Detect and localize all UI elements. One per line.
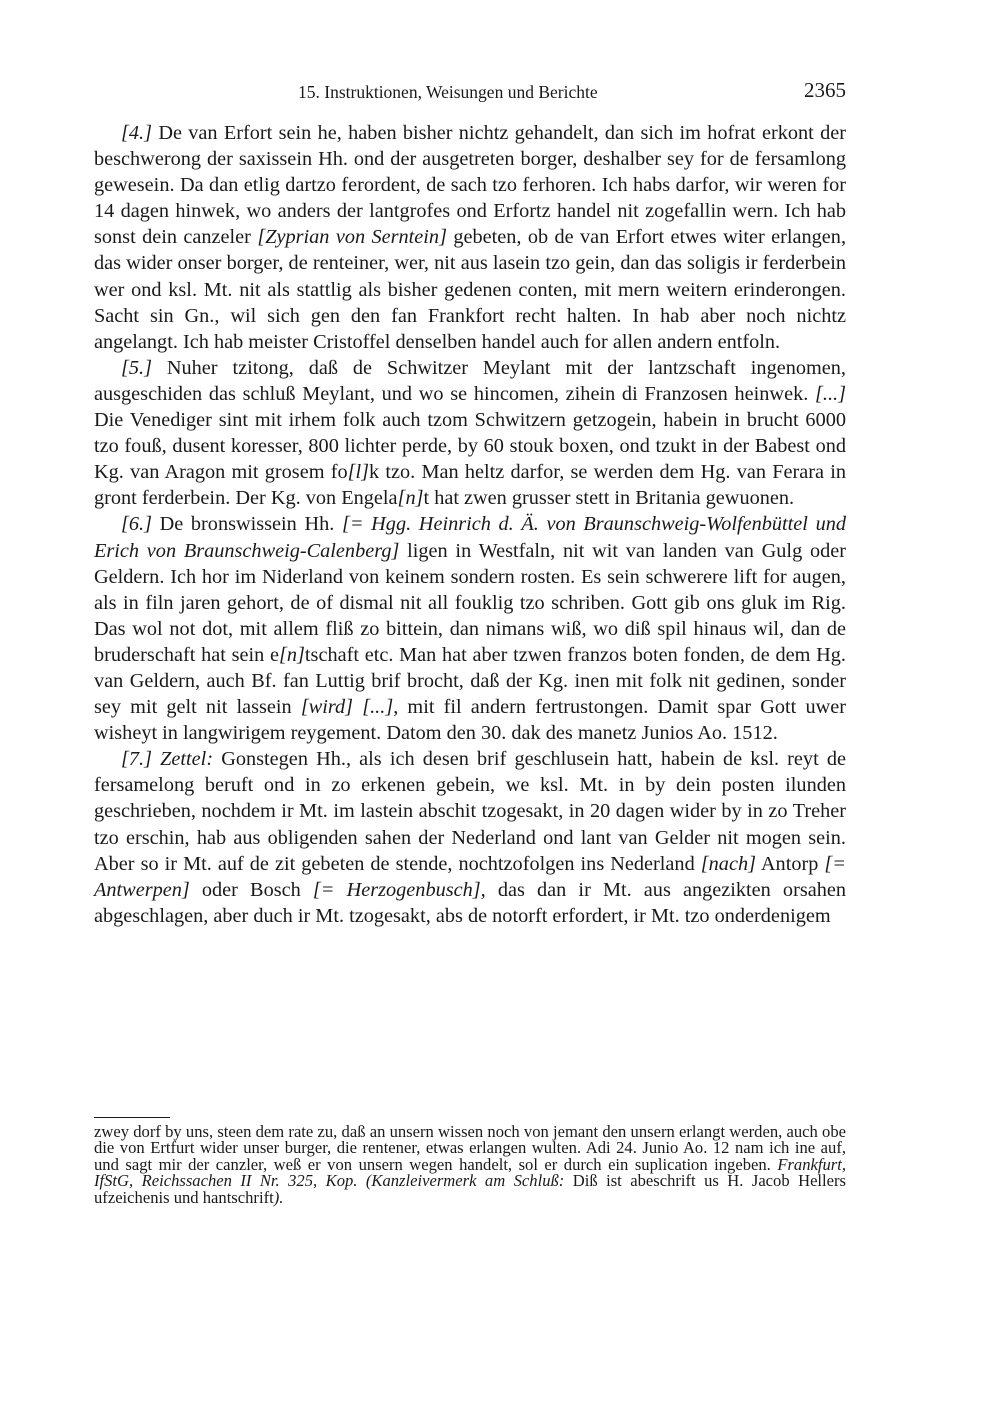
italic-run: [nach] <box>700 852 756 875</box>
text-run: t hat zwen grusser stett in Britania gewuonen. <box>423 487 795 510</box>
text-run: Diß ist abeschrift us H. Jacob Hellers ufzeichenis und hantschrift <box>94 1171 846 1207</box>
page-header <box>94 80 846 108</box>
text-run: , das dan ir Mt. aus angezikten orsahen abgeschlagen, aber duch ir Mt. tzogesakt, abs de notorft erfordert, ir Mt. tzo onderdenigem <box>94 878 847 927</box>
page-number: 2365 <box>804 78 846 102</box>
italic-run: [l] <box>347 461 370 484</box>
italic-run: [6.] <box>121 513 152 536</box>
text-run: gebeten, ob de van Erfort etwes witer erlangen, das wider onser borger, de renteiner, wer, nit aus lasein tzo gein, dan das soligis ir ferderbein wer ond ksl. Mt. nit als stattlig als bisher gedenen conten, mit mern weitern erinderongen. Sacht sin Gn., wil sich gen den fan Frankfort recht halten. In hab aber noch nichtz angelangt. Ich hab meister Cristoffel denselben handel auch for allen andern entfoln. <box>94 226 847 353</box>
italic-run: [wird] [...] <box>300 696 394 719</box>
text-run: De bronswissein Hh. <box>152 513 342 536</box>
italic-run: ). <box>273 1187 284 1207</box>
text-run: Gonstegen Hh., als ich desen brif geschlusein hatt, habein de ksl. reyt de fersamelong beruft ond in zo erkenen gebein, we ksl. Mt. in by dein posten ilunden geschrieben, nochdem ir Mt. im lastein abschit tzogesakt, in 20 dagen wider by in zo Treher tzo erschin, hab aus obligenden sahen der Nederland ond lant van Gelder nit mogen sein. Aber so ir Mt. auf de zit gebeten de stende, nochtzofolgen ins Nederland <box>94 748 846 875</box>
italic-run: [Zyprian von Serntein] <box>257 226 447 249</box>
italic-run: [n] <box>278 643 305 666</box>
italic-run: [4.] <box>121 122 152 144</box>
text-run: zwey dorf by uns, steen dem rate zu, daß an unsern wissen noch von jemant den unsern erlangt werden, auch obe die von Ertfurt wider unser burger, die rentener, etwas erlangen wulten. Adi 24. Junio Ao. 12 nam ich ine auf, und sagt mir der canzler, weß er von unsern wegen handelt, sol er durch ein suplication ingeben. <box>94 1122 846 1174</box>
text-run: k tzo. Man heltz darfor, se werden dem Hg. van Ferara in gront ferderbein. Der Kg. von Engela <box>94 461 847 510</box>
text-run: Antorp <box>755 852 825 875</box>
running-title: 15. Instruktionen, Weisungen und Berichte <box>298 82 598 102</box>
paragraph-5 <box>94 355 846 512</box>
paragraph-6 <box>94 511 846 746</box>
italic-run: Frankfurt, IfStG, Reichssachen II Nr. 325, Kop. (Kanzleivermerk am Schluß: <box>94 1154 846 1191</box>
footnote <box>94 1124 846 1206</box>
italic-run: [n] <box>397 487 424 510</box>
footnote-rule <box>94 1117 170 1118</box>
italic-run: [...] <box>815 382 846 405</box>
paragraph-7 <box>94 746 846 929</box>
italic-run: [7.] Zettel: <box>121 748 214 771</box>
text-run: De van Erfort sein he, haben bisher nichtz gehandelt, dan sich im hofrat erkont der beschwerong der saxissein Hh. ond der ausgetreten borger, deshalber sey for de fersamlong gewesein. Da dan etlig dartzo ferordent, de sach tzo ferhoren. Ich habs darfor, wir weren for 14 dagen hinwek, wo anders der lantgrofes ond Erfortz handel nit zogefallin wern. Ich hab sonst dein canzeler <box>94 122 846 249</box>
paragraph-4 <box>94 120 846 355</box>
italic-run: [5.] <box>121 356 152 379</box>
italic-run: [= Herzogenbusch] <box>312 878 481 901</box>
text-run: ligen in Westfaln, nit wit van landen van Gulg oder Geldern. Ich hor im Niderland von keinem sondern rosten. Es sein schwerere lift for augen, als in filn jaren gehort, de of dismal nit all fouklig tzo schriben. Gott gib ons gluk im Rig. Das wol not dot, mit allem fliß zo bittein, dan nimans wiß, wo diß spil hinaus wil, dan de bruderschaft hat sein e <box>94 539 846 666</box>
italic-run: [= Antwerpen] <box>94 852 846 901</box>
text-run: tschaft etc. Man hat aber tzwen franzos boten fonden, de dem Hg. van Geldern, auch Bf. fan Luttig brif brocht, daß der Kg. inen mit folk nit gedinen, sonder sey mit gelt nit lassein <box>94 643 846 719</box>
text-run: Nuher tzitong, daß de Schwitzer Meylant mit der lantzschaft ingenomen, ausgeschiden das schluß Meylant, und wo se hincomen, zihein di Franzosen heinwek. <box>94 356 846 405</box>
text-run: Die Venediger sint mit irhem folk auch tzom Schwitzern getzogein, habein in brucht 6000 tzo fouß, dusent koresser, 800 lichter perde, by 60 stouk boxen, ond tzukt in der Babest ond Kg. van Aragon mit grosem fo <box>94 409 846 484</box>
text-run: oder Bosch <box>189 878 313 901</box>
main-text <box>94 120 846 929</box>
text-run: , mit fil andern fertrustongen. Damit spar Gott uwer wisheyt in langwirigem reygement. Datom den 30. dak des manetz Junios Ao. 1512. <box>94 696 846 745</box>
italic-run: [= Hgg. Heinrich d. Ä. von Braunschweig-Wolfenbüttel und Erich von Braunschweig-Calenberg] <box>94 513 846 562</box>
